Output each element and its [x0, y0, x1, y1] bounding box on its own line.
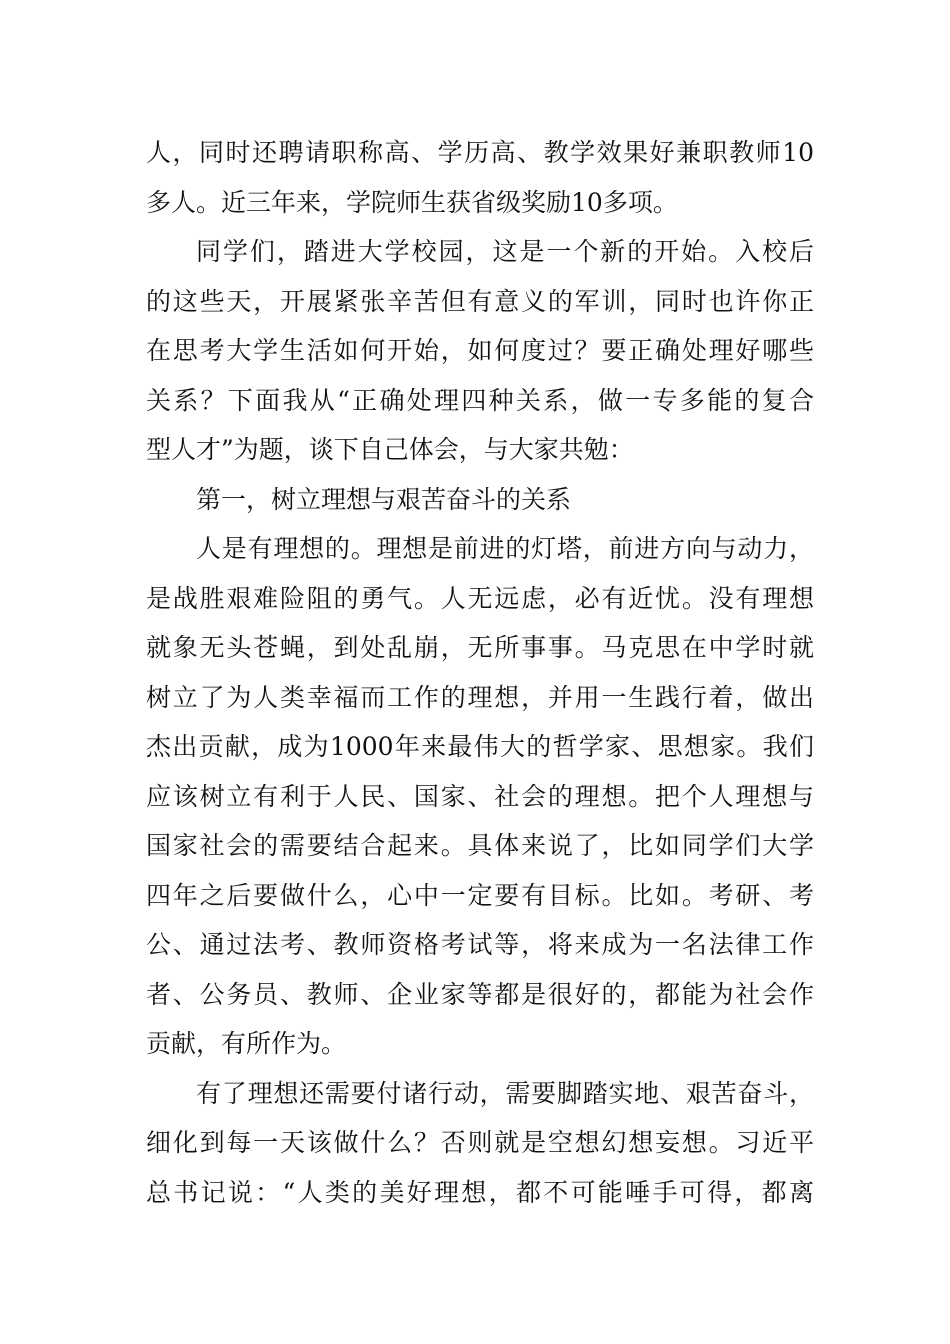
text-line: 应该树立有利于人民、国家、社会的理想。把个人理想与: [146, 781, 814, 811]
text-line: 贡献，有所作为。: [146, 1029, 347, 1058]
section-heading: [146, 475, 814, 525]
text-line: 关系？下面我从“正确处理四种关系，做一专多能的复合: [146, 385, 814, 415]
text-line: 有了理想还需要付诸行动，需要脚踏实地、艰苦奋斗，: [196, 1078, 814, 1108]
text-line: 同学们，踏进大学校园，这是一个新的开始。入校后: [196, 237, 814, 266]
text-line: 国家社会的需要结合起来。具体来说了，比如同学们大学: [146, 831, 814, 860]
text-line: 树立了为人类幸福而工作的理想，并用一生践行着，做出: [146, 682, 814, 712]
text-line: 多人。近三年来，学院师生获省级奖励10多项。: [146, 187, 678, 217]
paragraph-introduction: [146, 227, 814, 475]
text-line: 者、公务员、教师、企业家等都是很好的，都能为社会作: [146, 979, 814, 1009]
text-line: 在思考大学生活如何开始，如何度过？要正确处理好哪些: [146, 336, 814, 365]
text-line: 人，同时还聘请职称高、学历高、教学效果好兼职教师10: [146, 138, 814, 167]
text-line: 杰出贡献，成为1000年来最伟大的哲学家、思想家。我们: [146, 732, 814, 761]
text-line: 人是有理想的。理想是前进的灯塔，前进方向与动力，: [196, 534, 814, 563]
text-line: 就象无头苍蝇，到处乱崩，无所事事。马克思在中学时就: [146, 633, 814, 662]
paragraph-ideals: [146, 524, 814, 1069]
document-page: [146, 128, 814, 1217]
text-line: 总书记说：“人类的美好理想，都不可能唾手可得，都离: [146, 1177, 814, 1207]
paragraph-continuation: [146, 128, 814, 227]
text-line: 四年之后要做什么，心中一定要有目标。比如。考研、考: [146, 880, 814, 910]
text-line: 的这些天，开展紧张辛苦但有意义的军训，同时也许你正: [146, 286, 814, 316]
paragraph-action: [146, 1069, 814, 1218]
text-line: 是战胜艰难险阻的勇气。人无远虑，必有近忧。没有理想: [146, 583, 814, 613]
text-line: 型人才”为题，谈下自己体会，与大家共勉：: [146, 435, 634, 464]
heading-line: 第一，树立理想与艰苦奋斗的关系: [196, 484, 572, 514]
text-line: 细化到每一天该做什么？否则就是空想幻想妄想。习近平: [146, 1128, 814, 1157]
text-line: 公、通过法考、教师资格考试等，将来成为一名法律工作: [146, 930, 814, 959]
